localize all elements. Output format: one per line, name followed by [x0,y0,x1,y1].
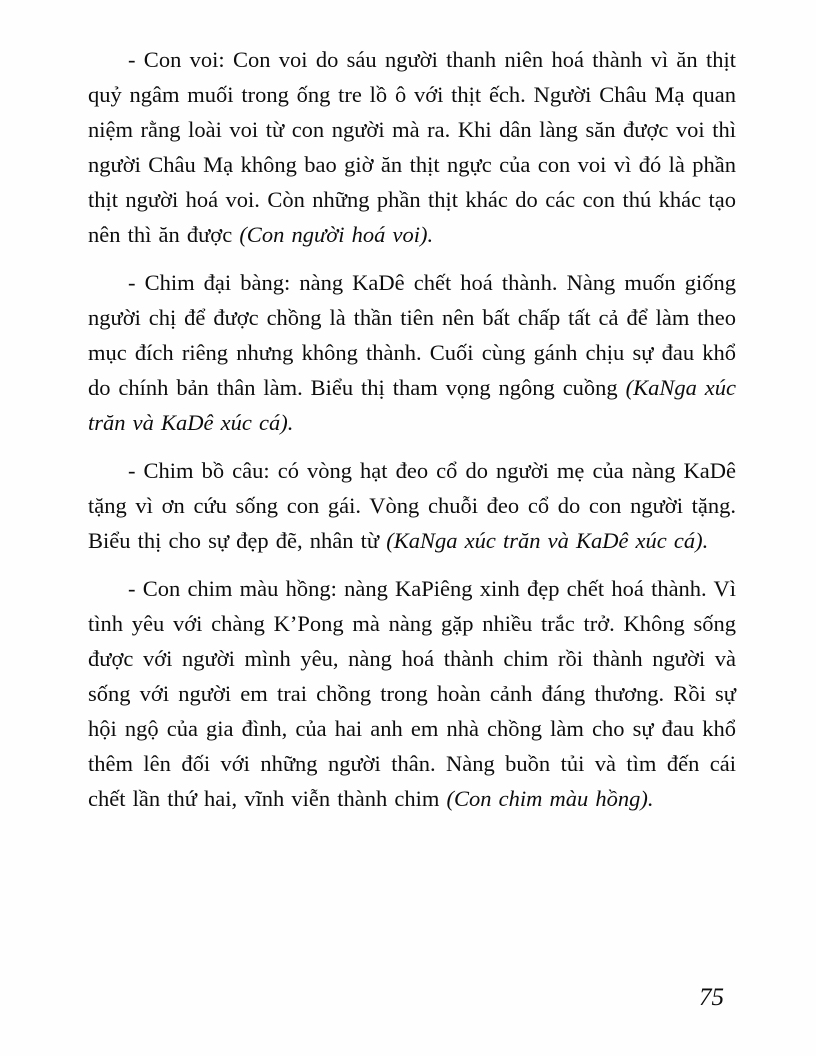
text-block [88,42,736,829]
paragraph-text: - Con chim màu hồng: nàng KaPiêng xinh đẹp chết hoá thành. Vì tình yêu với chàng K’Pong mà nàng gặp nhiều trắc trở. Không sống được với người mình yêu, nàng hoá thành chim rồi thành người và sống với người em trai chồng trong hoàn cảnh đáng thương. Rồi sự hội ngộ của gia đình, của hai anh em nhà chồng làm cho sự đau khổ thêm lên đối với những người thân. Nàng buồn tủi và tìm đến cái chết lần thứ hai, vĩnh viễn thành chim [88,576,736,811]
paragraph-con-chim-mau-hong [88,571,736,816]
paragraph-text: - Con voi: Con voi do sáu người thanh niên hoá thành vì ăn thịt quỷ ngâm muối trong ống tre lồ ô với thịt ếch. Người Châu Mạ quan niệm rằng loài voi từ con người mà ra. Khi dân làng săn được voi thì người Châu Mạ không bao giờ ăn thịt ngực của con voi vì đó là phần thịt người hoá voi. Còn những phần thịt khác do các con thú khác tạo nên thì ăn được [88,47,736,247]
paragraph-chim-dai-bang [88,265,736,440]
paragraph-citation: (KaNga xúc trăn và KaDê xúc cá). [88,375,737,435]
paragraph-citation: (KaNga xúc trăn và KaDê xúc cá). [386,528,709,553]
paragraph-chim-bo-cau [88,453,736,558]
paragraph-con-voi [88,42,736,252]
page-number: 75 [699,984,724,1011]
paragraph-citation: (Con người hoá voi). [239,222,434,247]
paragraph-citation: (Con chim màu hồng). [446,786,654,811]
paragraph-text: - Chim bồ câu: có vòng hạt đeo cổ do người mẹ của nàng KaDê tặng vì ơn cứu sống con gái. Vòng chuỗi đeo cổ do con người tặng. Biểu thị cho sự đẹp đẽ, nhân từ [88,458,736,553]
paragraph-text: - Chim đại bàng: nàng KaDê chết hoá thành. Nàng muốn giống người chị để được chồng là thần tiên nên bất chấp tất cả để làm theo mục đích riêng nhưng không thành. Cuối cùng gánh chịu sự đau khổ do chính bản thân làm. Biểu thị tham vọng ngông cuồng [88,270,736,400]
